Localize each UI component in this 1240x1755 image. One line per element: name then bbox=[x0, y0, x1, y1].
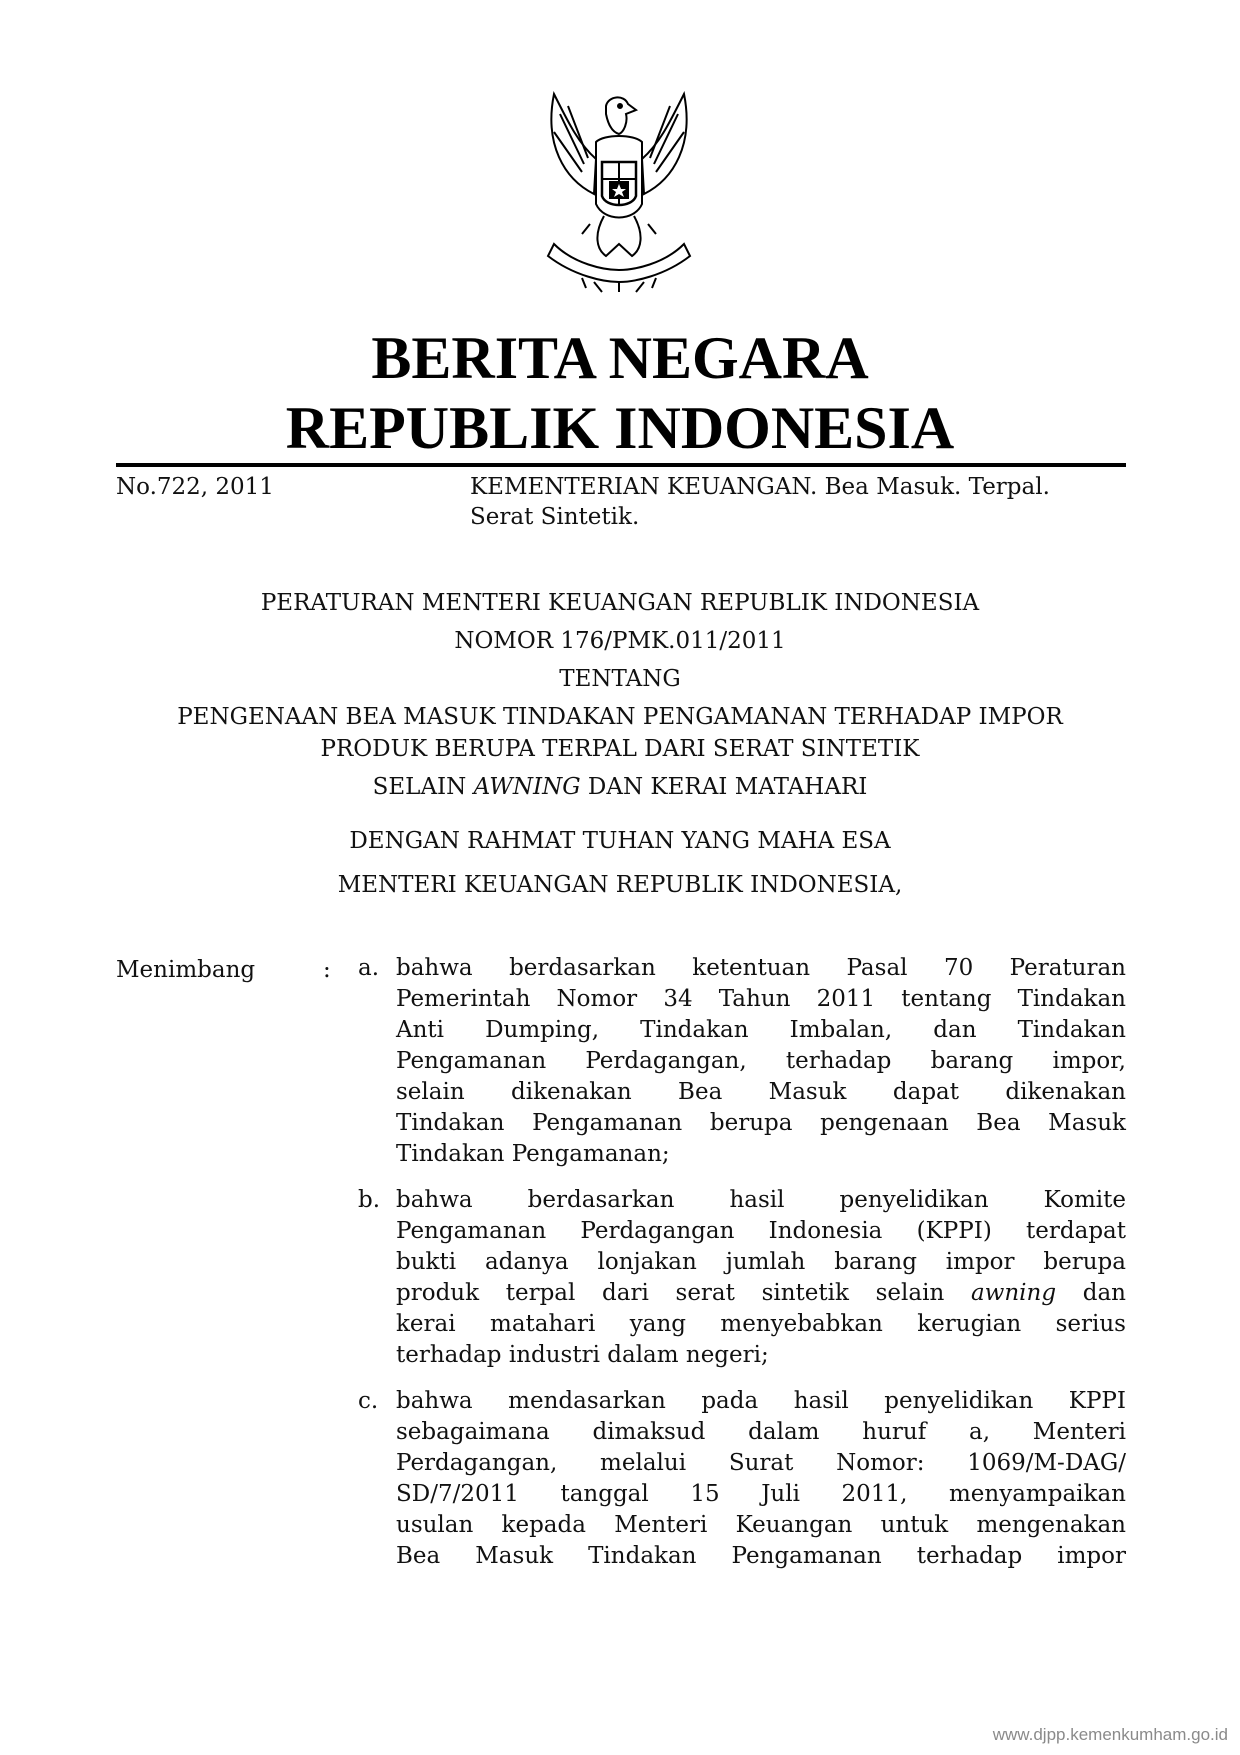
item-italic-term: awning bbox=[970, 1280, 1057, 1306]
item-line: Pemerintah Nomor 34 Tahun 2011 tentang Tindakan bbox=[396, 986, 1126, 1012]
masthead-line-1: BERITA NEGARA bbox=[371, 325, 869, 391]
item-line-mixed bbox=[396, 1278, 1126, 1309]
notice-subject bbox=[470, 472, 1050, 532]
item-line: selain dikenakan Bea Masuk dapat dikenakan bbox=[396, 1079, 1126, 1105]
consideration-colon: : bbox=[323, 957, 331, 983]
notice-subject-line: Serat Sintetik. bbox=[470, 504, 640, 530]
item-line: bukti adanya lonjakan jumlah barang impor berupa bbox=[396, 1249, 1126, 1275]
item-line: bahwa berdasarkan hasil penyelidikan Komite bbox=[396, 1187, 1126, 1213]
item-line: sebagaimana dimaksud dalam huruf a, Menteri bbox=[396, 1419, 1126, 1445]
item-line: Bea Masuk Tindakan Pengamanan terhadap impor bbox=[396, 1543, 1126, 1569]
item-line: bahwa berdasarkan ketentuan Pasal 70 Peraturan bbox=[396, 955, 1126, 981]
item-line: SD/7/2011 tanggal 15 Juli 2011, menyampaikan bbox=[396, 1481, 1126, 1507]
notice-subject-line: KEMENTERIAN KEUANGAN. Bea Masuk. Terpal. bbox=[470, 474, 1050, 500]
item-letter: c. bbox=[358, 1388, 379, 1414]
regulation-about: TENTANG bbox=[559, 666, 681, 692]
item-line: Tindakan Pengamanan berupa pengenaan Bea Masuk bbox=[396, 1110, 1126, 1136]
item-line: Tindakan Pengamanan; bbox=[396, 1141, 670, 1167]
item-line: Pengamanan Perdagangan, terhadap barang impor, bbox=[396, 1048, 1126, 1074]
subject-text: DAN KERAI MATAHARI bbox=[580, 774, 868, 800]
garuda-emblem-icon bbox=[524, 84, 714, 294]
item-letter: a. bbox=[358, 955, 380, 981]
subject-italic-term: AWNING bbox=[473, 774, 581, 800]
consideration-label: Menimbang bbox=[116, 957, 256, 983]
item-line: usulan kepada Menteri Keuangan untuk mengenakan bbox=[396, 1512, 1126, 1538]
item-line: Anti Dumping, Tindakan Imbalan, dan Tindakan bbox=[396, 1017, 1126, 1043]
authority: MENTERI KEUANGAN REPUBLIK INDONESIA, bbox=[337, 872, 903, 898]
item-line: Perdagangan, melalui Surat Nomor: 1069/M-DAG/ bbox=[396, 1450, 1126, 1476]
item-line: terhadap industri dalam negeri; bbox=[396, 1342, 769, 1368]
item-line-text: dan bbox=[1082, 1280, 1126, 1306]
item-line: kerai matahari yang menyebabkan kerugian serius bbox=[396, 1311, 1126, 1337]
item-letter: b. bbox=[358, 1187, 381, 1213]
subject-text: SELAIN bbox=[372, 774, 474, 800]
invocation: DENGAN RAHMAT TUHAN YANG MAHA ESA bbox=[349, 828, 891, 854]
notice-number: No.722, 2011 bbox=[116, 474, 274, 500]
masthead-divider bbox=[116, 463, 1126, 467]
item-line-text: produk terpal dari serat sintetik selain bbox=[396, 1280, 945, 1306]
item-line: bahwa mendasarkan pada hasil penyelidikan KPPI bbox=[396, 1388, 1126, 1414]
regulation-title: PERATURAN MENTERI KEUANGAN REPUBLIK INDONESIA bbox=[260, 590, 980, 616]
regulation-number: NOMOR 176/PMK.011/2011 bbox=[454, 628, 786, 654]
masthead-line-2: REPUBLIK INDONESIA bbox=[285, 395, 955, 461]
footer-url[interactable]: www.djpp.kemenkumham.go.id bbox=[992, 1725, 1228, 1744]
regulation-subject-line-3 bbox=[0, 772, 1240, 802]
regulation-subject-line-2: PRODUK BERUPA TERPAL DARI SERAT SINTETIK bbox=[320, 736, 920, 762]
item-line: Pengamanan Perdagangan Indonesia (KPPI) terdapat bbox=[396, 1218, 1126, 1244]
regulation-subject-line-1: PENGENAAN BEA MASUK TINDAKAN PENGAMANAN TERHADAP IMPOR bbox=[177, 704, 1063, 730]
